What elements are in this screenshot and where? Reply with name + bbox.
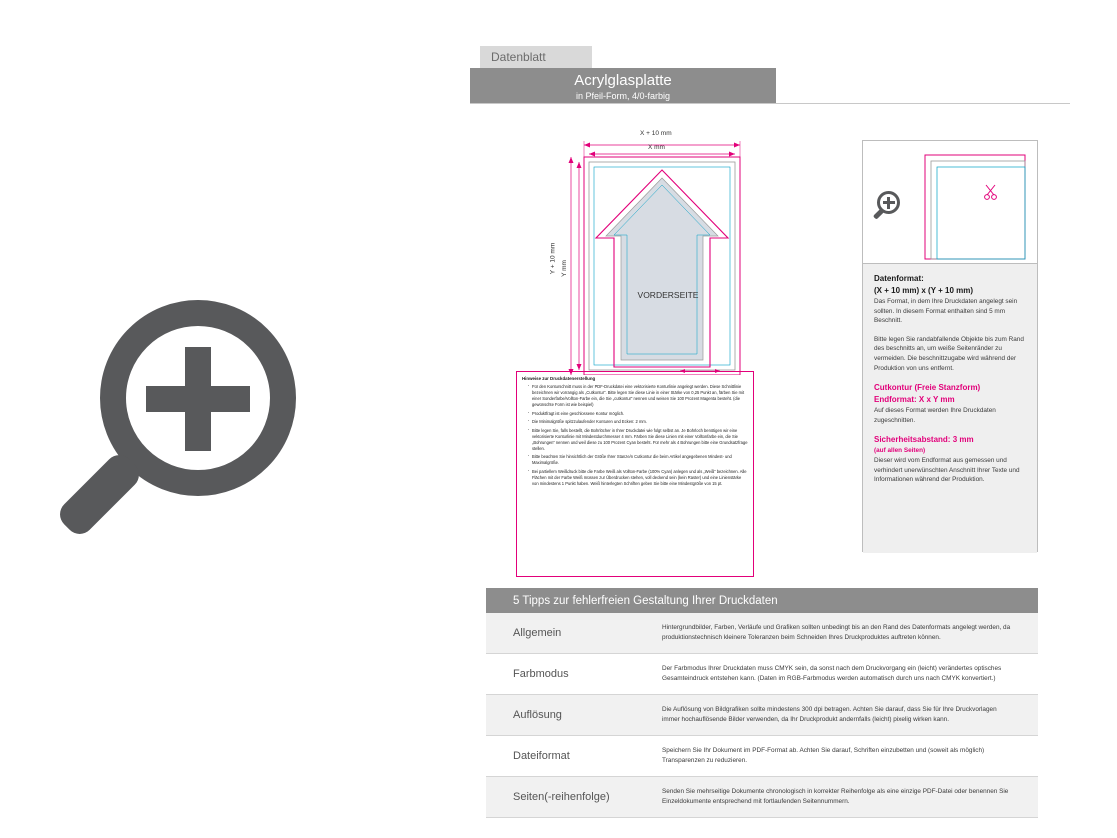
header-divider xyxy=(470,103,1070,104)
technical-drawing xyxy=(549,130,760,375)
tip-label: Allgemein xyxy=(513,627,562,639)
datenformat-heading: Datenformat: xyxy=(874,274,924,283)
table-row xyxy=(486,736,1038,777)
tip-label: Seiten(-reihenfolge) xyxy=(513,791,610,803)
dim-label-top-outer: X + 10 mm xyxy=(640,130,672,137)
tips-table xyxy=(486,613,1038,818)
tips-section-title: 5 Tipps zur fehlerfreien Gestaltung Ihrer Druckdaten xyxy=(513,594,778,607)
datenblatt-tab xyxy=(480,46,592,68)
dim-label-top-inner: X mm xyxy=(648,144,665,151)
preview-pane xyxy=(0,0,470,838)
printing-notes-title: Hinweise zur Druckdatenerstellung xyxy=(522,376,596,381)
sicherheitsabstand-heading: Sicherheitsabstand: 3 mm xyxy=(874,435,974,445)
sicherheitsabstand-sub: (auf allen Seiten) xyxy=(874,447,926,455)
endformat-text: Auf dieses Format werden Ihre Druckdaten zugeschnitten. xyxy=(874,407,996,424)
page-title: Acrylglasplatte xyxy=(574,72,672,89)
mini-magnifier-plus-vertical xyxy=(887,197,890,209)
printing-notes-box xyxy=(516,371,754,577)
magnifier-plus-vertical xyxy=(185,347,211,451)
tip-text: Die Auflösung von Bildgrafiken sollte mindestens 300 dpi betragen. Achten Sie darauf, dass Sie für Ihre Druckvorlagen immer hochauflösende Bilder verwenden, da Ihr Druckprodukt andernfalls (leicht) pixelig wirken kann. xyxy=(662,706,997,723)
sicherheitsabstand-text: Dieser wird vom Endformat aus gemessen und verhindert unerwünschten Anschnitt Ihrer Texte und Informationen während der Produktion. xyxy=(874,457,1020,484)
magnifier-zoom-in-icon-small xyxy=(877,191,905,221)
format-thumbnail xyxy=(863,141,1037,264)
printing-notes-list xyxy=(522,384,748,486)
tip-text: Hintergrundbilder, Farben, Verläufe und Grafiken sollten unbedingt bis an den Rand des Datenformats angelegt werden, da produktionstechnisch kleinere Toleranzen beim Schneiden Ihres Druckproduktes auftreten können. xyxy=(662,624,1011,641)
printing-note-item: · Bitte legen Sie, falls bestellt, die Bohrlöcher in Ihrer Druckdatei wie folgt selbst an. Je Bohrloch benötigen wir eine vektorisierte Konturlinie mit Mindestdurchmesser 4 mm. Färben Sie diese Linien mit einer Volltonfarbe ein, die Sie „Bohrungen“ nennen und weil diese zu 100 Prozent Cyan besteht. Für mehr als 4 Bohrungen bitte eine Grundsatzfrage stellen. xyxy=(528,428,748,451)
tip-label: Farbmodus xyxy=(513,668,569,680)
printing-note-item: · Bitte beachten Sie hinsichtlich der Größe Ihrer Stanze/n Cutkontur die beim Artikel angegebenen Mindest- und Maximalgröße. xyxy=(528,454,748,466)
tip-text: Speichern Sie Ihr Dokument im PDF-Format ab. Achten Sie darauf, Schriften einzubetten und (soweit als möglich) Transparenzen zu reduzieren. xyxy=(662,747,985,764)
tip-label: Auflösung xyxy=(513,709,562,721)
dim-label-left-outer: Y + 10 mm xyxy=(549,242,557,275)
front-side-label: VORDERSEITE xyxy=(637,290,699,300)
tip-text: Der Farbmodus Ihrer Druckdaten muss CMYK sein, da sonst nach dem Druckvorgang ein (leicht) verändertes optisches Gesamteindruck entstehen kann. (Daten im RGB-Farbmodus werden automatisch durch uns nach CMYK konvertiert.) xyxy=(662,665,1002,682)
magnifier-zoom-in-icon xyxy=(100,300,330,560)
document-title-bar xyxy=(470,68,776,104)
cutkontur-heading: Cutkontur (Freie Stanzform) xyxy=(874,383,981,393)
magnifier-handle xyxy=(54,449,145,540)
arrow-shape-diagram xyxy=(560,135,760,375)
table-row xyxy=(486,654,1038,695)
datenblatt-tab-label: Datenblatt xyxy=(491,50,546,64)
table-row xyxy=(486,777,1038,818)
tips-section-header xyxy=(486,588,1038,613)
datenformat-text: Das Format, in dem Ihre Druckdaten angelegt sein sollten. In diesem Format enthalten sind 5 mm Beschnitt. xyxy=(874,298,1018,325)
page-subtitle: in Pfeil-Form, 4/0-farbig xyxy=(575,91,671,101)
endformat-heading: Endformat: X x Y mm xyxy=(874,395,955,405)
tip-text: Senden Sie mehrseitige Dokumente chronologisch in korrekter Reihenfolge als eine einzige PDF-Datei oder benennen Sie Einzeldokumente entsprechend mit fortlaufenden Seitennummern. xyxy=(662,788,1009,805)
printing-note-item: · Die Minimalgröße spitzzulaufender Konturen und Ecken: 2 mm. xyxy=(528,419,748,425)
tip-label: Dateiformat xyxy=(513,750,570,762)
format-info-body xyxy=(863,264,1037,553)
table-row xyxy=(486,695,1038,736)
printing-note-item: · Bei partiellem Weißdruck bitte die Farbe Weiß als Vollton-Farbe (100% Cyan) anlegen und als „Weiß“ bezeichnen. Alle Flächen mit der Farbe Weiß müssen zur Überdrucken stehen, voll deckend sein (kein Raster) und eine Linienstärke von mindestens 1 Punkt haben. Weiß hinterlegten Schriften geben Sie bitte eine Mindestgröße von 15 pt. xyxy=(528,469,748,486)
datenformat-formula: (X + 10 mm) x (Y + 10 mm) xyxy=(874,286,974,295)
printing-note-item: · Für den Konturschnitt muss in der PDF-Druckdatei eine vektorisierte Konturlinie angelegt werden. Diese Schnittlinie bezeichnen wir vorrangig als „Cutkontur“. Bitte legen Sie diese Linie in einer Stärke von 0,25 Punkt an, färben Sie mit einer Sonderfarbe/Vollton-Farbe ein, die Sie „cutkontur“ nennen und weisen Sie 100 Prozent Magenta besteht. (die gewünschte Form ist wie beispiel) xyxy=(528,384,748,407)
dim-label-left-inner: Y mm xyxy=(560,260,568,277)
format-info-panel xyxy=(862,140,1038,552)
page-right-margin xyxy=(1070,0,1117,838)
datenformat-note: Bitte legen Sie randabfallende Objekte bis zum Rand des beschnitts an, um weiße Seitenränder zu vermeiden. Die beschnittzugabe wird während der Produktion von uns entfernt. xyxy=(874,335,1024,372)
printing-note-item: · Produktfragt ist eine geschlossene Kontur möglich. xyxy=(528,411,748,417)
table-row xyxy=(486,613,1038,654)
